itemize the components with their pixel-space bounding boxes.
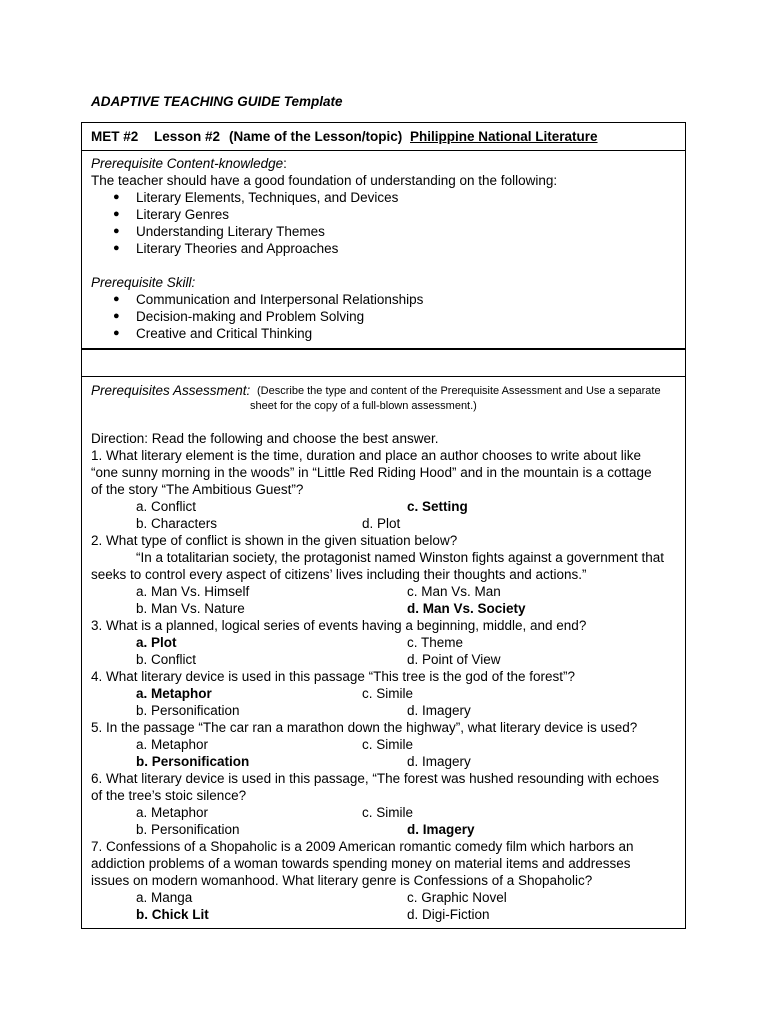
- knowledge-item: Literary Elements, Techniques, and Devices: [136, 190, 399, 205]
- choice-a: a. Metaphor: [136, 805, 209, 820]
- knowledge-item: Literary Genres: [136, 207, 230, 222]
- question-text: of the story “The Ambitious Guest”?: [91, 482, 304, 497]
- bullet-icon: ●: [113, 191, 120, 203]
- row-divider: [82, 348, 685, 350]
- choice-a: a. Conflict: [136, 499, 197, 514]
- question-text: of the tree’s stoic silence?: [91, 788, 247, 803]
- choice-b-correct: b. Personification: [136, 754, 250, 769]
- prereq-skill-label: Prerequisite Skill:: [91, 275, 196, 290]
- choice-c: c. Theme: [407, 635, 464, 650]
- choice-b: b. Personification: [136, 822, 240, 837]
- met-number: MET #2: [91, 129, 139, 144]
- question-text: addiction problems of a woman towards spending money on material items and addresses: [91, 856, 631, 871]
- row-divider: [82, 376, 685, 377]
- question-text: 2. What type of conflict is shown in the given situation below?: [91, 533, 458, 548]
- choice-b: b. Man Vs. Nature: [136, 601, 245, 616]
- choice-d: d. Digi-Fiction: [407, 907, 490, 922]
- choice-a-correct: a. Plot: [136, 635, 177, 650]
- choice-b: b. Personification: [136, 703, 240, 718]
- choice-d: d. Imagery: [407, 754, 471, 769]
- prereq-knowledge-heading: [91, 155, 287, 172]
- choice-a: a. Man Vs. Himself: [136, 584, 250, 599]
- choice-c: c. Simile: [362, 805, 414, 820]
- bullet-icon: ●: [113, 293, 120, 305]
- row-divider: [82, 150, 685, 151]
- choice-b-correct: b. Chick Lit: [136, 907, 209, 922]
- choice-d: d. Plot: [362, 516, 401, 531]
- choice-c: c. Simile: [362, 737, 414, 752]
- choice-c-correct: c. Setting: [407, 499, 468, 514]
- lesson-name-label: (Name of the Lesson/topic): [229, 129, 403, 144]
- choice-b: b. Characters: [136, 516, 218, 531]
- choice-c: c. Man Vs. Man: [407, 584, 501, 599]
- question-text: issues on modern womanhood. What literary genre is Confessions of a Shopaholic?: [91, 873, 593, 888]
- prereq-knowledge-intro: The teacher should have a good foundation of understanding on the following:: [91, 173, 558, 188]
- lesson-topic: Philippine National Literature: [410, 129, 598, 144]
- question-text: 5. In the passage “The car ran a marathon down the highway”, what literary device is used?: [91, 720, 638, 735]
- skill-item: Decision-making and Problem Solving: [136, 309, 365, 324]
- prereq-knowledge-colon: :: [283, 156, 287, 171]
- lesson-number: Lesson #2: [154, 129, 221, 144]
- question-text: “In a totalitarian society, the protagonist named Winston fights against a government that: [136, 550, 665, 565]
- skill-item: Communication and Interpersonal Relationships: [136, 292, 424, 307]
- question-text: seeks to control every aspect of citizens’ lives including their thoughts and actions.”: [91, 567, 587, 582]
- choice-d: d. Point of View: [407, 652, 501, 667]
- question-text: 6. What literary device is used in this passage, “The forest was hushed resounding with echoes: [91, 771, 660, 786]
- prereq-knowledge-label: Prerequisite Content-knowledge: [91, 156, 284, 171]
- question-text: “one sunny morning in the woods” in “Little Red Riding Hood” and in the mountain is a cottage: [91, 465, 652, 480]
- bullet-icon: ●: [113, 225, 120, 237]
- choice-d-correct: d. Imagery: [407, 822, 475, 837]
- bullet-icon: ●: [113, 327, 120, 339]
- choice-a-correct: a. Metaphor: [136, 686, 212, 701]
- choice-d-correct: d. Man Vs. Society: [407, 601, 526, 616]
- choice-a: a. Manga: [136, 890, 193, 905]
- bullet-icon: ●: [113, 310, 120, 322]
- question-text: 4. What literary device is used in this passage “This tree is the god of the forest”?: [91, 669, 575, 684]
- choice-b: b. Conflict: [136, 652, 197, 667]
- choice-c: c. Graphic Novel: [407, 890, 507, 905]
- choice-c: c. Simile: [362, 686, 414, 701]
- choice-d: d. Imagery: [407, 703, 471, 718]
- document-title: ADAPTIVE TEACHING GUIDE Template: [91, 94, 343, 109]
- question-text: 3. What is a planned, logical series of events having a beginning, middle, and end?: [91, 618, 587, 633]
- knowledge-item: Understanding Literary Themes: [136, 224, 325, 239]
- skill-item: Creative and Critical Thinking: [136, 326, 313, 341]
- assessment-note: sheet for the copy of a full-blown assessment.): [250, 400, 477, 412]
- direction-text: Direction: Read the following and choose the best answer.: [91, 431, 439, 446]
- bullet-icon: ●: [113, 242, 120, 254]
- knowledge-item: Literary Theories and Approaches: [136, 241, 339, 256]
- choice-a: a. Metaphor: [136, 737, 209, 752]
- assessment-label: Prerequisites Assessment:: [91, 383, 251, 398]
- bullet-icon: ●: [113, 208, 120, 220]
- question-text: 7. Confessions of a Shopaholic is a 2009 American romantic comedy film which harbors an: [91, 839, 634, 854]
- question-text: 1. What literary element is the time, duration and place an author chooses to write about like: [91, 448, 642, 463]
- assessment-note: (Describe the type and content of the Prerequisite Assessment and Use a separate: [257, 385, 661, 397]
